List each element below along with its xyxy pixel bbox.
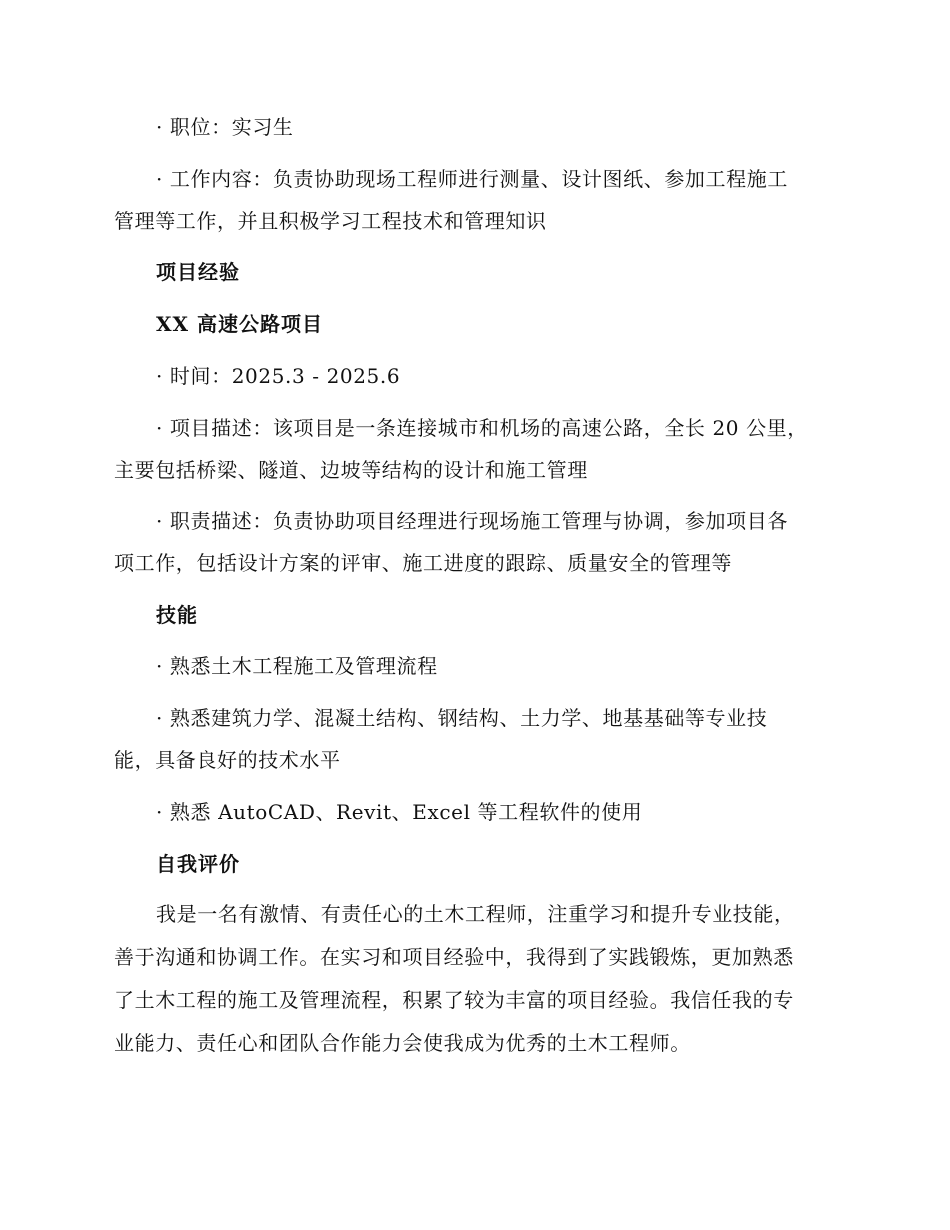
internship-duties-line1: · 工作内容：负责协助现场工程师进行测量、设计图纸、参加工程施工 [156, 167, 788, 191]
project-title: XX 高速公路项目 [156, 312, 323, 336]
skills-heading: 技能 [156, 603, 198, 627]
project-responsibility-line2: 项工作，包括设计方案的评审、施工进度的跟踪、质量安全的管理等 [114, 551, 732, 575]
skill-item-2-line2: 能，具备良好的技术水平 [114, 748, 341, 772]
self-evaluation-line3: 了土木工程的施工及管理流程，积累了较为丰富的项目经验。我信任我的专 [114, 988, 794, 1012]
project-description-line2: 主要包括桥梁、隧道、边坡等结构的设计和施工管理 [114, 458, 588, 482]
internship-position: · 职位：实习生 [156, 115, 294, 139]
projects-heading: 项目经验 [156, 260, 240, 284]
skill-item-2-line1: · 熟悉建筑力学、混凝土结构、钢结构、土力学、地基基础等专业技 [156, 706, 768, 730]
skill-item-1: · 熟悉土木工程施工及管理流程 [156, 654, 438, 678]
project-responsibility-line1: · 职责描述：负责协助项目经理进行现场施工管理与协调，参加项目各 [156, 509, 788, 533]
project-time: · 时间：2025.3 - 2025.6 [156, 364, 401, 388]
skill-item-3: · 熟悉 AutoCAD、Revit、Excel 等工程软件的使用 [156, 800, 643, 824]
self-evaluation-line4: 业能力、责任心和团队合作能力会使我成为优秀的土木工程师。 [114, 1031, 691, 1055]
internship-duties-line2: 管理等工作，并且积极学习工程技术和管理知识 [114, 209, 547, 233]
self-evaluation-heading: 自我评价 [156, 852, 240, 876]
self-evaluation-line1: 我是一名有激情、有责任心的土木工程师，注重学习和提升专业技能， [156, 902, 795, 926]
self-evaluation-line2: 善于沟通和协调工作。在实习和项目经验中，我得到了实践锻炼，更加熟悉 [114, 945, 794, 969]
project-description-line1: · 项目描述：该项目是一条连接城市和机场的高速公路，全长 20 公里， [156, 416, 808, 440]
